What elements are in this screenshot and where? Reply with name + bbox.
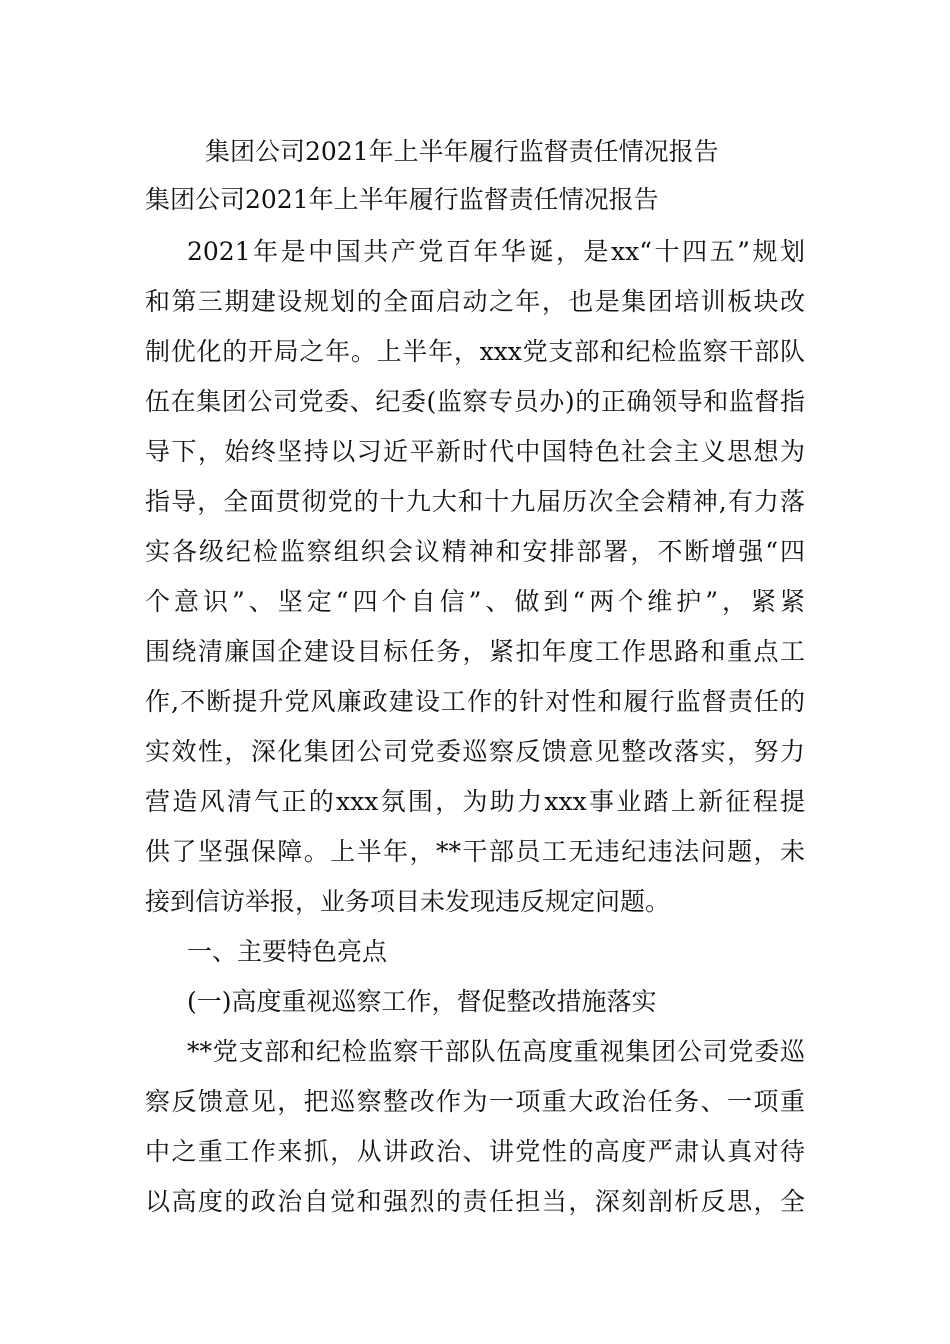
paragraph-1-line: 围绕清廉国企建设目标任务，紧扣年度工作思路和重点工 (145, 637, 805, 666)
section-heading: 一、主要特色亮点 (187, 937, 388, 966)
subsection-heading: (一)高度重视巡察工作，督促整改措施落实 (187, 987, 657, 1016)
paragraph-1-line: 供了坚强保障。上半年，**干部员工无违纪违法问题，未 (145, 837, 805, 866)
paragraph-1-line: 伍在集团公司党委、纪委(监察专员办)的正确领导和监督指 (145, 387, 805, 416)
paragraph-1-line: 2021年是中国共产党百年华诞，是xx“十四五”规划 (187, 237, 805, 266)
paragraph-1-line: 实各级纪检监察组织会议精神和安排部署，不断增强“四 (145, 537, 805, 566)
paragraph-1-line: 个意识”、坚定“四个自信”、做到“两个维护”，紧紧 (145, 587, 805, 616)
paragraph-1-line: 和第三期建设规划的全面启动之年，也是集团培训板块改 (145, 287, 805, 316)
paragraph-1-line: 作,不断提升党风廉政建设工作的针对性和履行监督责任的 (145, 687, 805, 716)
paragraph-1-line: 实效性，深化集团公司党委巡察反馈意见整改落实，努力 (145, 737, 805, 766)
paragraph-2-line: 察反馈意见，把巡察整改作为一项重大政治任务、一项重 (145, 1087, 805, 1116)
paragraph-1-line: 导下，始终坚持以习近平新时代中国特色社会主义思想为 (145, 437, 805, 466)
document-title-centered: 集团公司2021年上半年履行监督责任情况报告 (205, 137, 719, 166)
paragraph-1-line: 营造风清气正的xxx氛围，为助力xxx事业踏上新征程提 (145, 787, 805, 816)
paragraph-2-line: 以高度的政治自觉和强烈的责任担当，深刻剖析反思，全 (145, 1187, 805, 1216)
paragraph-2-line: 中之重工作来抓，从讲政治、讲党性的高度严肃认真对待 (145, 1137, 805, 1166)
paragraph-1-line: 制优化的开局之年。上半年，xxx党支部和纪检监察干部队 (145, 337, 805, 366)
paragraph-2-line: **党支部和纪检监察干部队伍高度重视集团公司党委巡 (187, 1037, 805, 1066)
document-title-repeated: 集团公司2021年上半年履行监督责任情况报告 (145, 185, 659, 214)
paragraph-1-line: 指导，全面贯彻党的十九大和十九届历次全会精神,有力落 (145, 487, 805, 516)
paragraph-1-line: 接到信访举报，业务项目未发现违反规定问题。 (145, 887, 671, 916)
